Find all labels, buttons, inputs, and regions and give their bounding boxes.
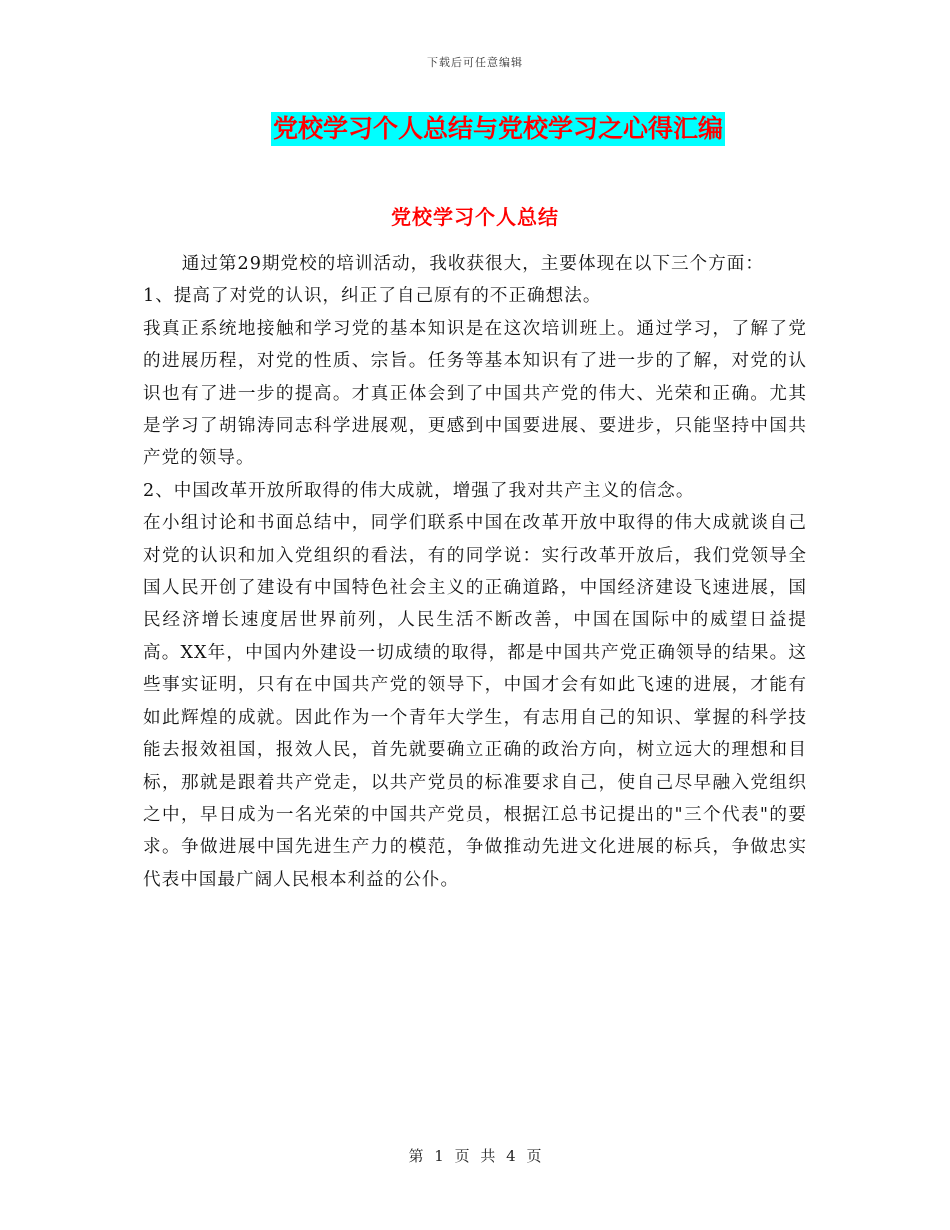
- point-1-body: 我真正系统地接触和学习党的基本知识是在这次培训班上。通过学习，了解了党的进展历程，对党的性质、宗旨。任务等基本知识有了进一步的了解，对党的认识也有了进一步的提高。才真正体会到了中国共产党的伟大、光荣和正确。尤其是学习了胡锦涛同志科学进展观，更感到中国要进展、要进步，只能坚持中国共产党的领导。: [143, 318, 807, 469]
- point-2-body: 在小组讨论和书面总结中，同学们联系中国在改革开放中取得的伟大成就谈自己对党的认识和加入党组织的看法，有的同学说：实行改革开放后，我们党领导全国人民开创了建设有中国特色社会主义的正确道路，中国经济建设飞速进展，国民经济增长速度居世界前列，人民生活不断改善，中国在国际中的威望日益提高。XX年，中国内外建设一切成绩的取得，都是中国共产党正确领导的结果。这些事实证明，只有在中国共产党的领导下，中国才会有如此飞速的进展，才能有如此辉煌的成就。因此作为一个青年大学生，有志用自己的知识、掌握的科学技能去报效祖国，报效人民，首先就要确立正确的政治方向，树立远大的理想和目标，那就是跟着共产党走，以共产党员的标准要求自己，使自己尽早融入党组织之中，早日成为一名光荣的中国共产党员，根据江总书记提出的"三个代表"的要求。争做进展中国先进生产力的模范，争做推动先进文化进展的标兵，争做忠实代表中国最广阔人民根本利益的公仆。: [143, 513, 807, 890]
- main-title: 党校学习个人总结与党校学习之心得汇编: [271, 112, 725, 146]
- section-title: 党校学习个人总结: [391, 205, 559, 229]
- point-1-heading: 1、提高了对党的认识，纠正了自己原有的不正确想法。: [143, 286, 602, 307]
- intro-paragraph: 通过第29期党校的培训活动，我收获很大，主要体现在以下三个方面：: [181, 254, 764, 274]
- header-note: 下载后可任意编辑: [427, 56, 523, 69]
- document-body: [143, 248, 807, 896]
- main-title-container: [0, 112, 950, 146]
- page-footer: 第 1 页 共 4 页: [408, 1147, 542, 1165]
- point-2-heading: 2、中国改革开放所取得的伟大成就，增强了我对共产主义的信念。: [143, 480, 695, 501]
